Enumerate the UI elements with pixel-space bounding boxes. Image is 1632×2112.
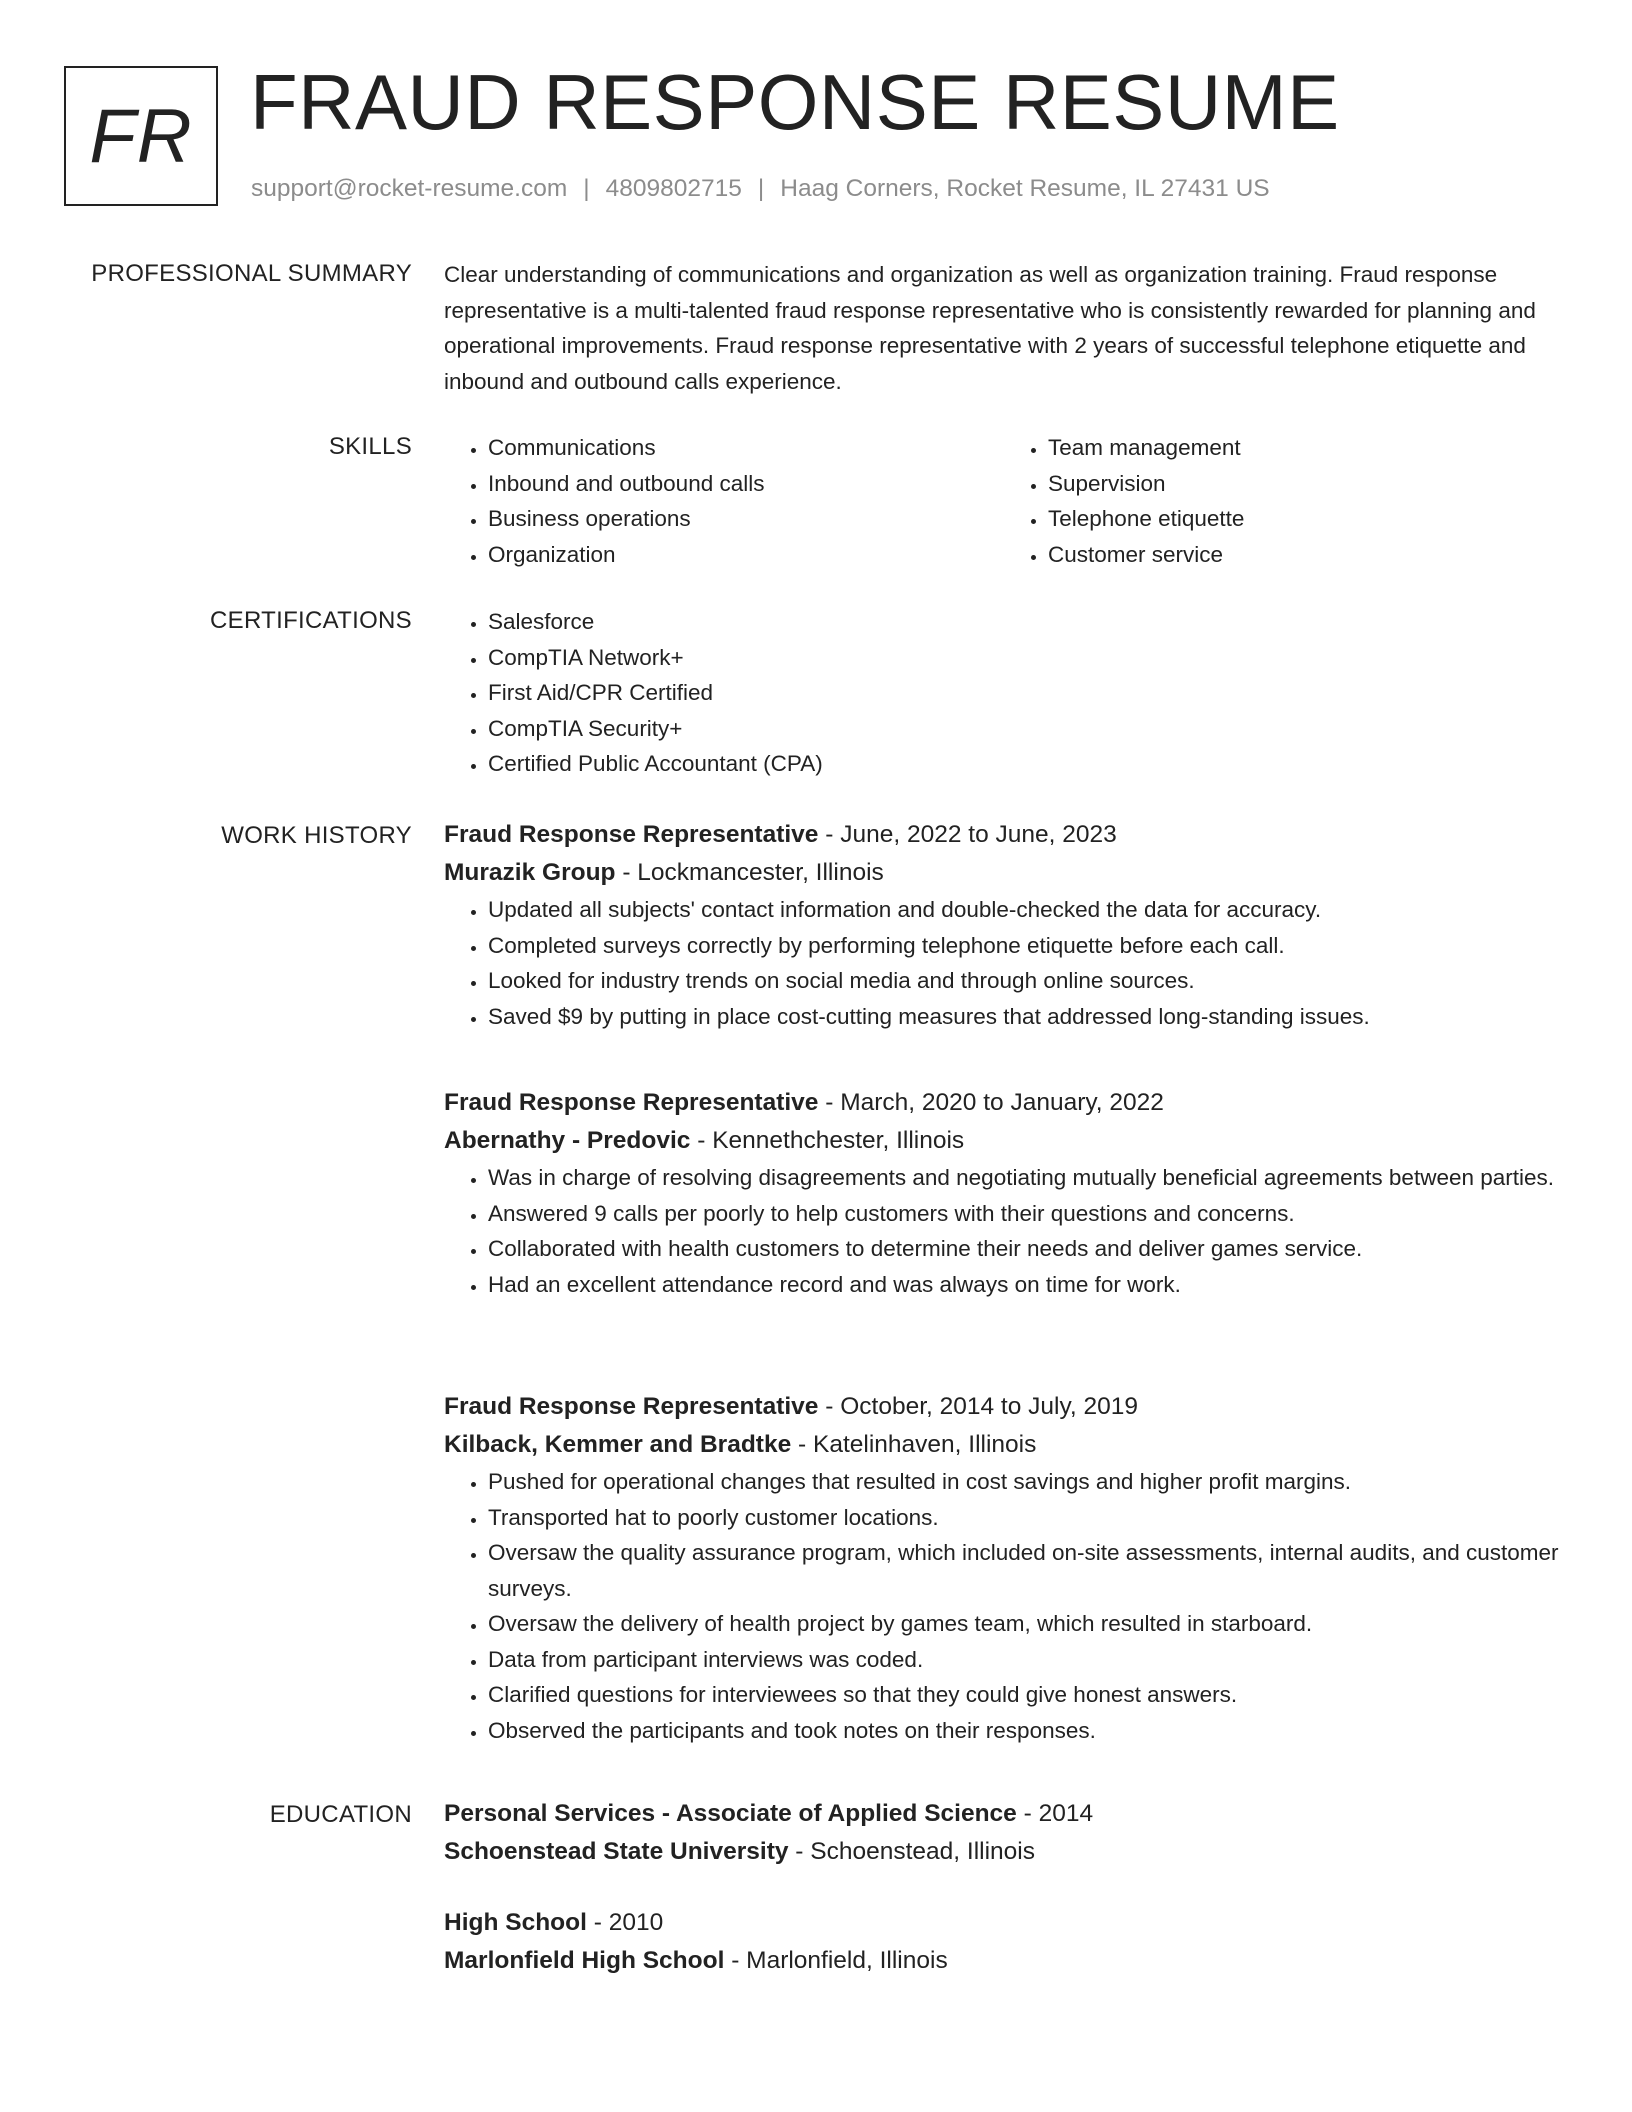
job-bullet: • Data from participant interviews was coded.	[488, 1642, 1564, 1678]
contact-address: Haag Corners, Rocket Resume, IL 27431 US	[780, 175, 1270, 202]
education-degree: High School	[444, 1909, 587, 1936]
job-title-line	[444, 1084, 1564, 1122]
job-company-line	[444, 854, 1564, 892]
job-bullet: • Saved $9 by putting in place cost-cutting measures that addressed long-standing issues.	[488, 999, 1564, 1035]
contact-line	[251, 172, 1270, 206]
job-title-line	[444, 816, 1564, 854]
education-school: Schoenstead State University	[444, 1838, 789, 1865]
job-role: Fraud Response Representative	[444, 821, 819, 848]
skill-item: • Team management	[1048, 430, 1564, 466]
education-degree: Personal Services - Associate of Applied Science	[444, 1800, 1017, 1827]
job-company: Abernathy - Predovic	[444, 1127, 691, 1154]
job-bullet: • Transported hat to poorly customer locations.	[488, 1500, 1564, 1536]
section-title-summary: PROFESSIONAL SUMMARY	[91, 260, 412, 287]
job-location: - Kennethchester, Illinois	[690, 1127, 965, 1154]
certification-item: • Salesforce	[488, 604, 1564, 640]
skills-grid	[444, 430, 1564, 572]
job-bullet: • Pushed for operational changes that resulted in cost savings and higher profit margins.	[488, 1464, 1564, 1500]
job-bullet: • Completed surveys correctly by performing telephone etiquette before each call.	[488, 928, 1564, 964]
education-entry	[444, 1904, 1564, 1980]
education-year: - 2010	[586, 1909, 664, 1936]
job-bullet: • Oversaw the delivery of health project by games team, which resulted in starboard.	[488, 1606, 1564, 1642]
skill-item: • Inbound and outbound calls	[488, 466, 1004, 502]
monogram-badge: FR	[64, 66, 218, 206]
education-school-line	[444, 1942, 1564, 1980]
job-bullet: • Was in charge of resolving disagreements and negotiating mutually beneficial agreements between parties.	[488, 1160, 1564, 1196]
job-location: - Katelinhaven, Illinois	[791, 1431, 1037, 1458]
job-bullet: • Looked for industry trends on social media and through online sources.	[488, 963, 1564, 999]
skills-list-right	[1004, 430, 1564, 572]
contact-separator: |	[583, 175, 590, 202]
section-title-education: EDUCATION	[269, 1801, 412, 1828]
job-company: Kilback, Kemmer and Bradtke	[444, 1431, 792, 1458]
education-location: - Schoenstead, Illinois	[788, 1838, 1035, 1865]
skill-item: • Organization	[488, 537, 1004, 573]
job-bullet: • Oversaw the quality assurance program, which included on-site assessments, internal audits, and customer surveys.	[488, 1535, 1564, 1606]
job-bullets	[444, 892, 1564, 1034]
job-dates: - March, 2020 to January, 2022	[818, 1089, 1164, 1116]
section-title-skills: SKILLS	[328, 433, 412, 460]
education-degree-line	[444, 1904, 1564, 1942]
job-title-line	[444, 1388, 1564, 1426]
job-company-line	[444, 1122, 1564, 1160]
job-role: Fraud Response Representative	[444, 1089, 819, 1116]
section-title-certifications: CERTIFICATIONS	[210, 607, 412, 634]
skill-item: • Supervision	[1048, 466, 1564, 502]
skills-list-left	[444, 430, 1004, 572]
job-bullets	[444, 1464, 1564, 1748]
skill-item: • Communications	[488, 430, 1004, 466]
job-bullet: • Had an excellent attendance record and was always on time for work.	[488, 1267, 1564, 1303]
job-dates: - June, 2022 to June, 2023	[818, 821, 1117, 848]
job-entry	[444, 1388, 1564, 1748]
education-entry	[444, 1795, 1564, 1871]
skill-item: • Business operations	[488, 501, 1004, 537]
education-year: - 2014	[1016, 1800, 1094, 1827]
education-location: - Marlonfield, Illinois	[724, 1947, 948, 1974]
job-entry	[444, 1084, 1564, 1302]
job-bullet: • Clarified questions for interviewees so that they could give honest answers.	[488, 1677, 1564, 1713]
education-school-line	[444, 1833, 1564, 1871]
job-bullet: • Observed the participants and took notes on their responses.	[488, 1713, 1564, 1749]
skill-item: • Telephone etiquette	[1048, 501, 1564, 537]
contact-email[interactable]: support@rocket-resume.com	[251, 175, 568, 202]
section-title-work-history: WORK HISTORY	[221, 822, 412, 849]
job-entry	[444, 816, 1564, 1034]
certifications-list	[444, 604, 1564, 782]
education-school: Marlonfield High School	[444, 1947, 725, 1974]
job-location: - Lockmancester, Illinois	[615, 859, 884, 886]
resume-title: FRAUD RESPONSE RESUME	[250, 58, 1340, 146]
certification-item: • CompTIA Security+	[488, 711, 1564, 747]
job-bullets	[444, 1160, 1564, 1302]
job-company-line	[444, 1426, 1564, 1464]
job-bullet: • Answered 9 calls per poorly to help customers with their questions and concerns.	[488, 1196, 1564, 1232]
contact-separator: |	[757, 175, 765, 202]
job-bullet: • Collaborated with health customers to determine their needs and deliver games service.	[488, 1231, 1564, 1267]
certification-item: • Certified Public Accountant (CPA)	[488, 746, 1564, 782]
education-degree-line	[444, 1795, 1564, 1833]
skill-item: • Customer service	[1048, 537, 1564, 573]
certification-item: • First Aid/CPR Certified	[488, 675, 1564, 711]
job-company: Murazik Group	[444, 859, 616, 886]
job-dates: - October, 2014 to July, 2019	[818, 1393, 1139, 1420]
job-role: Fraud Response Representative	[444, 1393, 819, 1420]
job-bullet: • Updated all subjects' contact information and double-checked the data for accuracy.	[488, 892, 1564, 928]
certification-item: • CompTIA Network+	[488, 640, 1564, 676]
contact-phone[interactable]: 4809802715	[605, 175, 742, 202]
summary-text: Clear understanding of communications and organization as well as organization training. Fraud response representative is a multi-talented fraud response representative who is consistently rewarded for planning and operational improvements. Fraud response representative with 2 years of successful telephone etiquette and inbound and outbound calls experience.	[444, 262, 1536, 394]
